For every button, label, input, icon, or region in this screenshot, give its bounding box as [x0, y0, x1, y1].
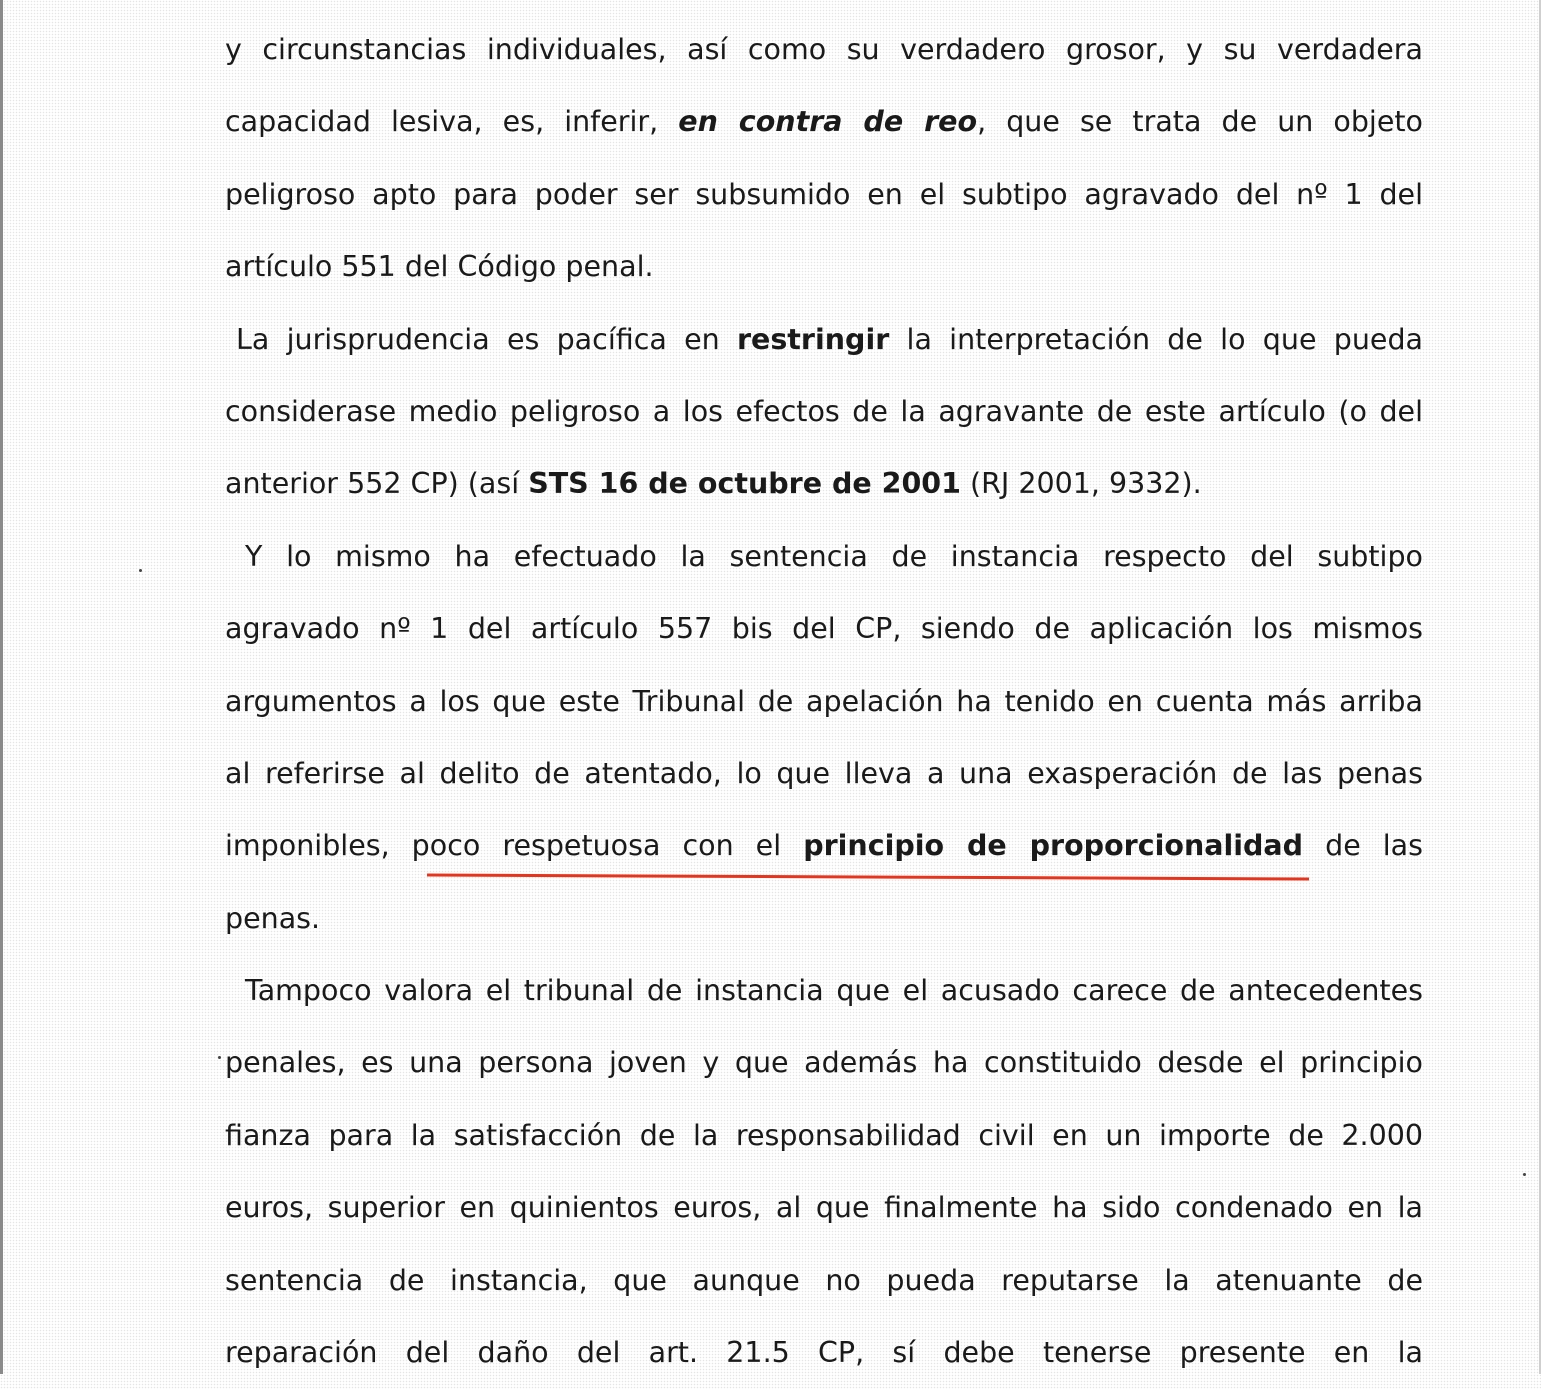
- text-line: agravado nº 1 del artículo 557 bis del CP, siendo de aplicación los mismos: [225, 612, 1423, 646]
- text-line: imponibles, poco respetuosa con el principio de proporcionalidad de las: [225, 829, 1423, 863]
- page-left-edge: [0, 0, 3, 1374]
- text-line: Y lo mismo ha efectuado la sentencia de instancia respecto del subtipo: [245, 539, 1423, 573]
- text-line: La jurisprudencia es pacífica en restringir la interpretación de lo que pueda: [236, 322, 1423, 356]
- scan-speck: [139, 569, 142, 572]
- text-line: Tampoco valora el tribunal de instancia que el acusado carece de antecedentes: [245, 974, 1423, 1008]
- text-line: reparación del daño del art. 21.5 CP, sí debe tenerse presente en la: [225, 1336, 1423, 1370]
- text-line: al referirse al delito de atentado, lo que lleva a una exasperación de las penas: [225, 756, 1423, 790]
- text-line: capacidad lesiva, es, inferir, en contra de reo, que se trata de un objeto: [225, 105, 1423, 139]
- document-page: [225, 14, 1423, 1389]
- scan-speck: [1523, 1173, 1526, 1176]
- text-line: peligroso apto para poder ser subsumido en el subtipo agravado del nº 1 del: [225, 177, 1423, 211]
- emphasis-text: en contra de reo: [678, 105, 978, 139]
- text-line: argumentos a los que este Tribunal de apelación ha tenido en cuenta más arriba: [225, 684, 1423, 718]
- text-line: penales, es una persona joven y que además ha constituido desde el principio: [225, 1046, 1423, 1080]
- text-line: fianza para la satisfacción de la responsabilidad civil en un importe de 2.000: [225, 1118, 1423, 1152]
- text-line: artículo 551 del Código penal.: [225, 250, 654, 284]
- text-line: y circunstancias individuales, así como su verdadero grosor, y su verdadera: [225, 33, 1423, 66]
- text-line: anterior 552 CP) (así STS 16 de octubre de 2001 (RJ 2001, 9332).: [225, 467, 1202, 501]
- scan-speck: [218, 1056, 221, 1059]
- bold-text: principio de proporcionalidad: [803, 829, 1304, 863]
- text-line: euros, superior en quinientos euros, al que finalmente ha sido condenado en la: [225, 1191, 1423, 1225]
- bold-citation: STS 16 de octubre de 2001: [528, 467, 961, 501]
- text-line: penas.: [225, 901, 321, 935]
- text-line: sentencia de instancia, que aunque no pueda reputarse la atenuante de: [225, 1263, 1423, 1297]
- text-line: considerase medio peligroso a los efectos de la agravante de este artículo (o del: [225, 394, 1423, 428]
- red-underline-annotation: [427, 873, 1309, 881]
- bold-text: restringir: [736, 322, 890, 356]
